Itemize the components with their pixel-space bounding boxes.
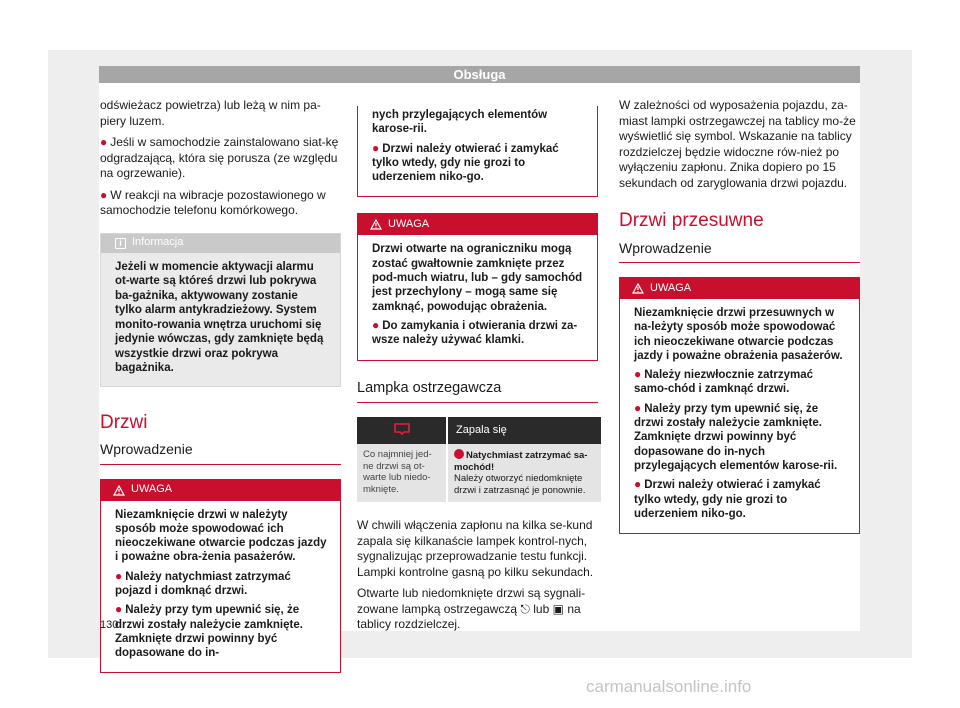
list-item: ● Należy niezwłocznie zatrzymać samo-chód i zamknąć drzwi. <box>634 367 813 396</box>
table-header-right: Zapala się <box>447 417 601 444</box>
info-icon: i <box>115 238 126 249</box>
table-cell: Natychmiast zatrzymać sa-mochód! Należy otworzyć niedomknięte drzwi i zatrzasnąć je ponownie. <box>447 444 601 502</box>
warning-box-header: UWAGA <box>101 480 340 501</box>
column-2 <box>357 106 598 639</box>
warning-triangle-icon <box>632 283 644 294</box>
list-item: ● Należy przy tym upewnić się, że drzwi zostały należycie zamknięte. Zamknięte drzwi powinny być dopasowane do in-nych przylegających elementów karose-rii. <box>634 400 838 472</box>
warning-lamp-table <box>357 417 601 502</box>
bullet-icon: ● <box>372 317 380 332</box>
warning-box <box>619 277 860 534</box>
bullet-icon: ● <box>634 400 642 415</box>
subsection-title: Wprowadzenie <box>100 442 341 465</box>
info-box <box>100 233 341 387</box>
page-header: Obsługa <box>99 66 860 83</box>
warning-triangle-icon <box>370 219 382 230</box>
door-lamp-icon: ⎋ <box>520 601 530 616</box>
warning-triangle-icon <box>113 485 125 496</box>
paragraph: W chwili włączenia zapłonu na kilka se-kund zapala się kilkanaście lampek kontrol-nych, sygnalizując przeprowadzanie testu funkcji. Lampki kontrolne gasną po kilku sekundach. <box>357 518 594 579</box>
warning-box-continued <box>357 106 598 197</box>
info-box-text: Jeżeli w momencie aktywacji alarmu ot-warte są któreś drzwi lub pokrywa ba-gażnika, aktywowany zostanie tylko alarm antykradzieżowy. System monito-rowania wnętrza uruchomi się jedynie wówczas, gdy zamknięte będą wszystkie drzwi oraz pokrywa bagażnika. <box>115 260 324 374</box>
list-item: ● W reakcji na wibracje pozostawionego w samochodzie telefonu komórkowego. <box>100 187 326 217</box>
bullet-icon: ● <box>115 602 123 617</box>
section-title: Drzwi <box>100 411 148 433</box>
lamp-symbol-header <box>357 417 447 444</box>
warning-lamp-icon <box>454 449 464 459</box>
door-open-icon <box>392 423 412 435</box>
door-open-icon: ▣ <box>552 601 564 616</box>
warning-box <box>357 213 598 360</box>
subsection-title: Lampka ostrzegawcza <box>357 381 598 404</box>
warning-box-text: Drzwi otwarte na ograniczniku mogą zostać gwałtownie zamknięte przez pod-much wiatru, lub – gdy samochód jest przechylony – mogą same się zamknąć, powodując obrażenia. ● Do zamykania i otwierania drzwi za-wsze należy używać klamki. <box>358 235 597 359</box>
bullet-icon: ● <box>634 477 642 492</box>
warning-box-header: UWAGA <box>358 214 597 235</box>
page-number: 130 <box>100 619 119 631</box>
watermark: carmanualsonline.info <box>586 677 752 696</box>
table-cell: Co najmniej jed-ne drzwi są ot-warte lub niedo-mknięte. <box>357 444 447 502</box>
subsection-title: Wprowadzenie <box>619 241 860 264</box>
paragraph: W zależności od wyposażenia pojazdu, za-miast lampki ostrzegawczej na tablicy mo-że wyświetlić się symbol. Wskazanie na tablicy rozdzielczej będzie widoczne rów-nież po wyłączeniu zapłonu. Znika dopiero po 15 sekundach od zaryglowania drzwi pojazdu. <box>619 98 856 190</box>
warning-box-header: UWAGA <box>620 278 859 299</box>
paragraph: Otwarte lub niedomknięte drzwi są sygnali-zowane lampką ostrzegawczą ⎋ lub ▣ na tablicy rozdzielczej. <box>357 586 586 632</box>
warning-box-text: Niezamknięcie drzwi w należyty sposób może spowodować ich nieoczekiwane otwarcie podczas jazdy i poważne obra-żenia pasażerów. ● Należy natychmiast zatrzymać pojazd i domknąć drzwi. ● Należy przy tym upewnić się, że drzwi zostały należycie zamknięte. Zamknięte drzwi powinny być dopasowane do in- <box>101 501 340 673</box>
bullet-icon: ● <box>372 140 380 155</box>
column-1 <box>100 98 341 673</box>
info-box-header: i Informacja <box>101 234 340 253</box>
bullet-icon: ● <box>100 135 108 149</box>
list-item: ● Należy natychmiast zatrzymać pojazd i domknąć drzwi. <box>115 568 291 597</box>
list-item: ● Do zamykania i otwierania drzwi za-wsze należy używać klamki. <box>372 317 578 347</box>
list-item: ● Należy przy tym upewnić się, że drzwi zostały należycie zamknięte. Zamknięte drzwi powinny być dopasowane do in- <box>115 602 303 660</box>
list-item: ● Drzwi należy otwierać i zamykać tylko wtedy, gdy nie grozi to uderzeniem niko-go. <box>372 140 559 184</box>
bullet-icon: ● <box>115 568 123 583</box>
warning-box <box>100 479 341 674</box>
bullet-icon: ● <box>634 367 642 382</box>
section-title: Drzwi przesuwne <box>619 210 764 231</box>
column-3 <box>619 98 860 534</box>
bullet-icon: ● <box>100 187 108 202</box>
warning-box-text: nych przylegających elementów karose-rii. ● Drzwi należy otwierać i zamykać tylko wtedy, gdy nie grozi to uderzeniem niko-go. <box>358 106 597 196</box>
list-item: ● Jeśli w samochodzie zainstalowano siat-kę odgradzającą, która się porusza (ze względu na ogrzewanie). <box>100 135 339 180</box>
list-item: ● Drzwi należy otwierać i zamykać tylko wtedy, gdy nie grozi to uderzeniem niko-go. <box>634 477 821 520</box>
intro-text: odświeżacz powietrza) lub leżą w nim pa-piery luzem. <box>100 98 321 128</box>
warning-box-text: Niezamknięcie drzwi przesuwnych w na-leżyty sposób może spowodować ich nieoczekiwane otwarcie podczas jazdy i poważne obrażenia pasażerów. ● Należy niezwłocznie zatrzymać samo-chód i zamknąć drzwi. ● Należy przy tym upewnić się, że drzwi zostały należycie zamknięte. Zamknięte drzwi powinny być dopasowane do in-nych przylegających elementów karose-rii. ● Drzwi należy otwierać i zamykać tylko wtedy, gdy nie grozi to uderzeniem niko-go. <box>620 299 859 533</box>
